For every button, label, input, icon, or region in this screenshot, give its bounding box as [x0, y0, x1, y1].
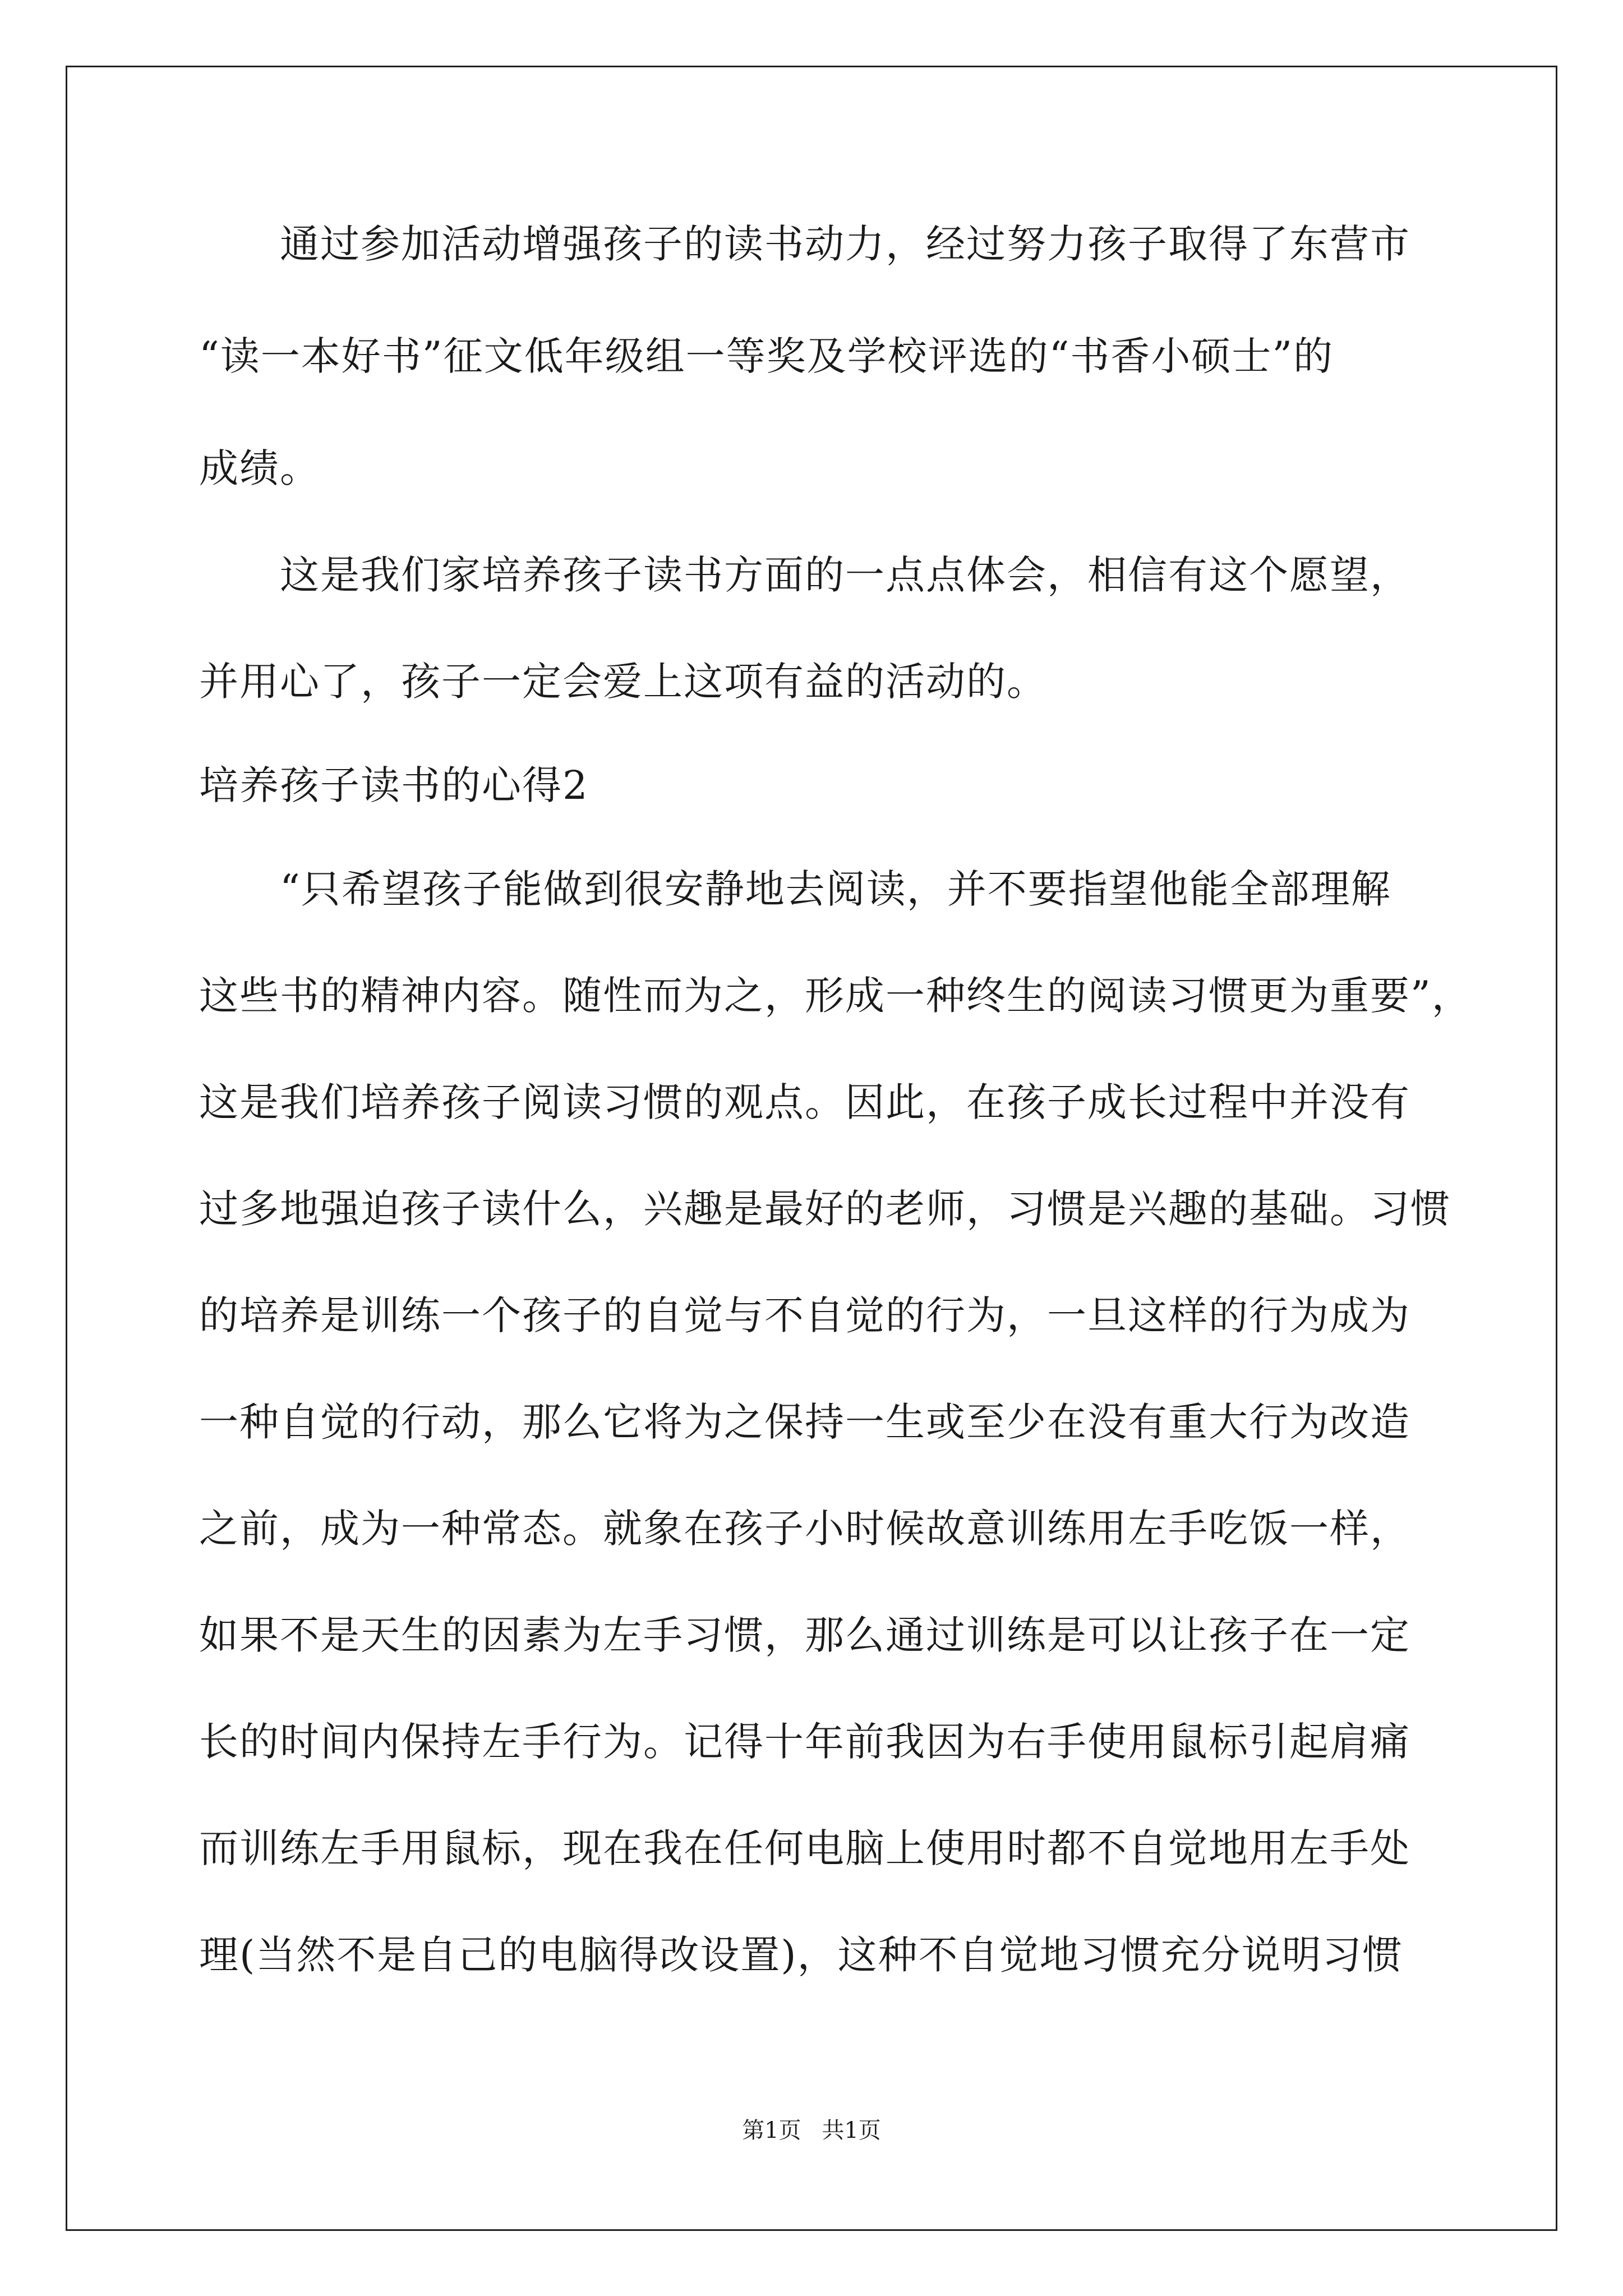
paragraph-3-line-3: 这是我们培养孩子阅读习惯的观点。因此，在孩子成长过程中并没有	[199, 1079, 1410, 1125]
paragraph-1-line-1: 通过参加活动增强孩子的读书动力，经过努力孩子取得了东营市	[199, 221, 1410, 267]
paragraph-3-line-10: 而训练左手用鼠标，现在我在任何电脑上使用时都不自觉地用左手处	[199, 1825, 1410, 1871]
paragraph-3-line-7: 之前，成为一种常态。就象在孩子小时候故意训练用左手吃饭一样，	[199, 1506, 1410, 1552]
paragraph-3-line-2: 这些书的精神内容。随性而为之，形成一种终生的阅读习惯更为重要”，	[199, 973, 1472, 1019]
page-number: 第1页	[742, 2118, 801, 2143]
paragraph-1-line-2: “读一本好书”征文低年级组一等奖及学校评选的“书香小硕士”的	[199, 333, 1334, 379]
paragraph-1-line-3: 成绩。	[199, 445, 320, 491]
paragraph-3-line-5: 的培养是训练一个孩子的自觉与不自觉的行为，一旦这样的行为成为	[199, 1292, 1410, 1338]
paragraph-3-line-1: “只希望孩子能做到很安静地去阅读，并不要指望他能全部理解	[199, 866, 1391, 912]
paragraph-3-line-9: 长的时间内保持左手行为。记得十年前我因为右手使用鼠标引起肩痛	[199, 1719, 1410, 1765]
section-heading: 培养孩子读书的心得2	[199, 762, 589, 808]
paragraph-3-line-11: 理(当然不是自己的电脑得改设置)，这种不自觉地习惯充分说明习惯	[199, 1932, 1403, 1978]
page-border	[66, 66, 1557, 2231]
page-footer	[0, 2114, 1623, 2147]
paragraph-3-line-4: 过多地强迫孩子读什么，兴趣是最好的老师，习惯是兴趣的基础。习惯	[199, 1186, 1451, 1232]
paragraph-2-line-1: 这是我们家培养孩子读书方面的一点点体会，相信有这个愿望，	[199, 552, 1410, 598]
page-total: 共1页	[822, 2118, 881, 2143]
paragraph-3-line-6: 一种自觉的行动，那么它将为之保持一生或至少在没有重大行为改造	[199, 1399, 1410, 1445]
paragraph-3-line-8: 如果不是天生的因素为左手习惯，那么通过训练是可以让孩子在一定	[199, 1612, 1410, 1658]
paragraph-2-line-2: 并用心了，孩子一定会爱上这项有益的活动的。	[199, 659, 1047, 705]
